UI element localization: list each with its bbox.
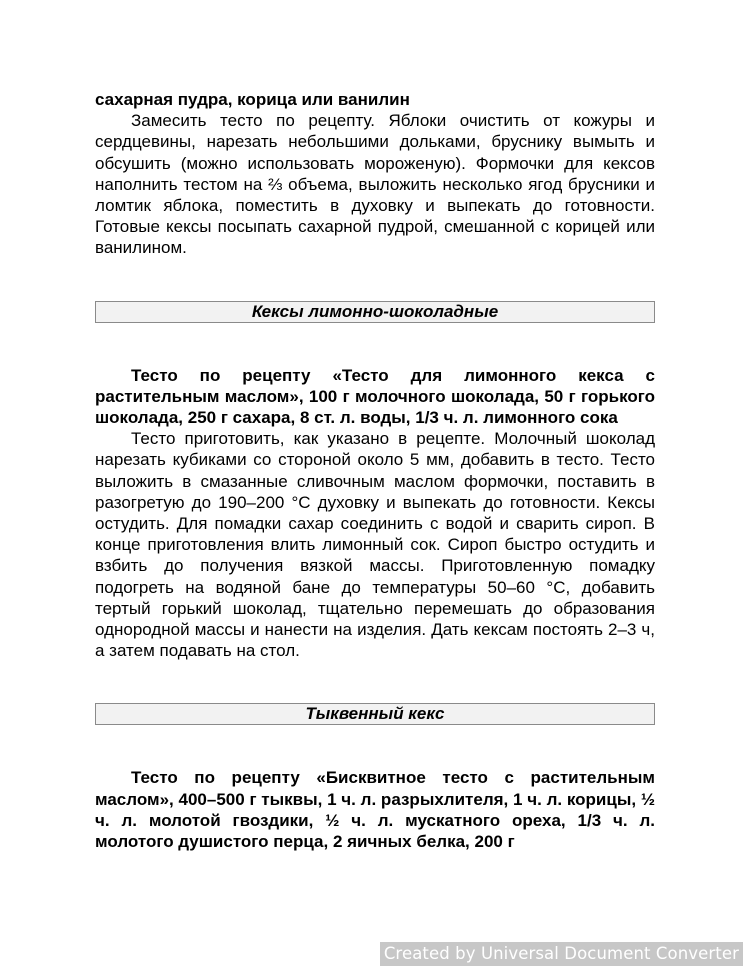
recipe-ingredients: Тесто по рецепту «Бисквитное тесто с растительным маслом», 400–500 г тыквы, 1 ч. л. разрыхлителя, 1 ч. л. корицы, ½ ч. л. молотой гвоздики, ½ ч. л. мускатного ореха, 1/3 ч. л. молотого душистого перца, 2 яичных белка, 200 г (95, 768, 655, 852)
recipe-title-lemon-chocolate: Кексы лимонно-шоколадные (95, 301, 655, 323)
document-page (95, 89, 655, 852)
recipe-method: Тесто приготовить, как указано в рецепте. Молочный шоколад нарезать кубиками со стороной около 5 мм, добавить в тесто. Тесто выложить в смазанные сливочным маслом формочки, поставить в разогретую до 190–200 °С духовку и выпекать до готовности. Кексы остудить. Для помадки сахар соединить с водой и сварить сироп. В конце приготовления влить лимонный сок. Сироп быстро остудить и взбить до получения вязкой массы. Приготовленную помадку подогреть на водяной бане до температуры 50–60 °С, добавить тертый горький шоколад, тщательно перемешать до образования однородной массы и нанести на изделия. Дать кексам постоять 2–3 ч, а затем подавать на стол. (95, 429, 655, 661)
ingredients-tail: сахарная пудра, корица или ванилин (95, 90, 410, 109)
spacer (95, 323, 655, 365)
spacer (95, 725, 655, 767)
converter-watermark: Created by Universal Document Converter (380, 942, 743, 966)
recipe-title-pumpkin: Тыквенный кекс (95, 703, 655, 725)
recipe-ingredients: Тесто по рецепту «Тесто для лимонного кекса с растительным маслом», 100 г молочного шоколада, 50 г горького шоколада, 250 г сахара, 8 ст. л. воды, 1/3 ч. л. лимонного сока (95, 365, 655, 428)
recipe-method: Замесить тесто по рецепту. Яблоки очистить от кожуры и сердцевины, нарезать небольшими дольками, бруснику вымыть и обсушить (можно использовать мороженую). Формочки для кексов наполнить тестом на ⅔ объема, выложить несколько ягод брусники и ломтик яблока, поместить в духовку и выпекать до готовности. Готовые кексы посыпать сахарной пудрой, смешанной с корицей или ванилином. (95, 111, 655, 258)
spacer (95, 259, 655, 301)
spacer (95, 661, 655, 703)
